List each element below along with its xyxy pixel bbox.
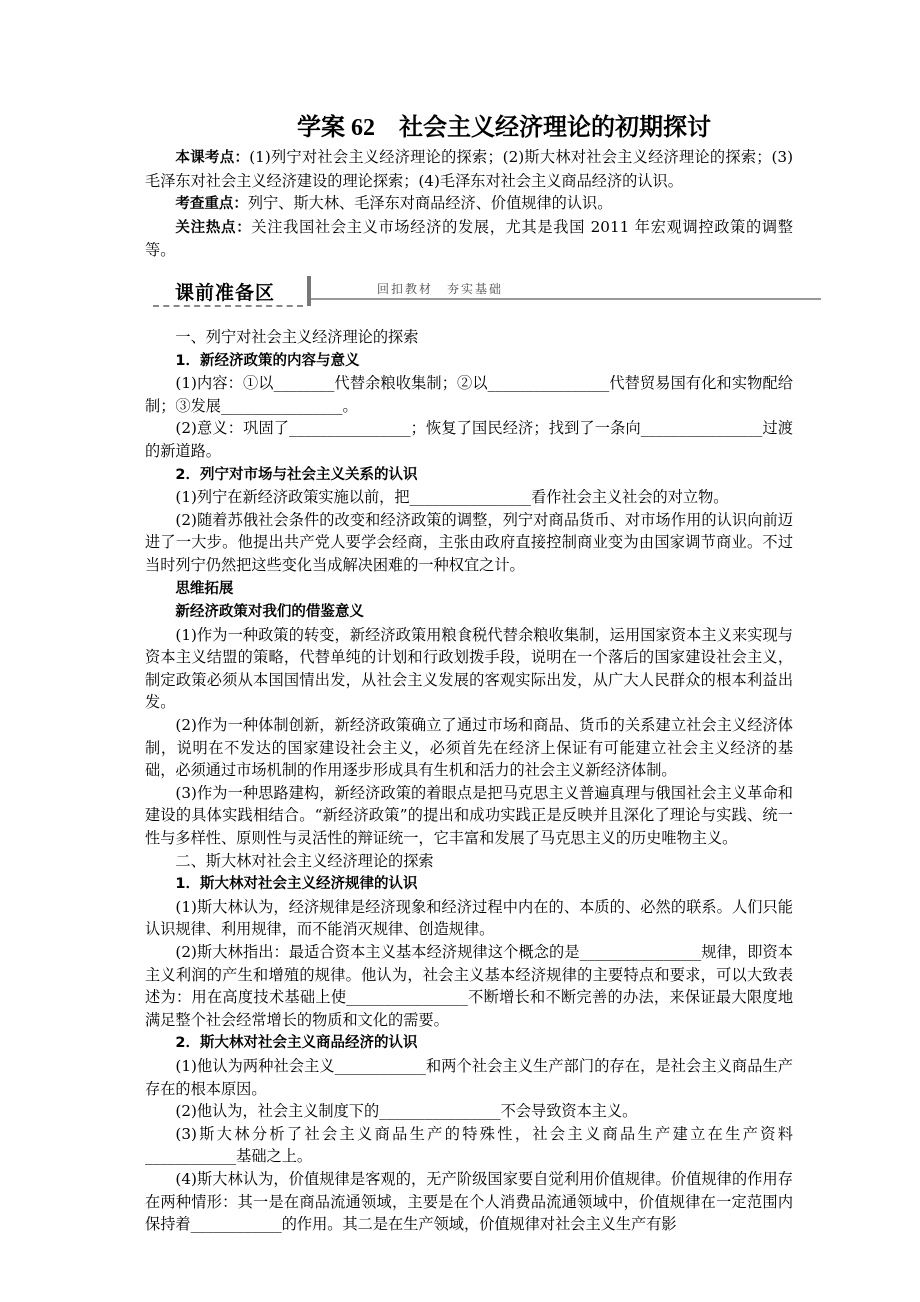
section-tag: 课前准备区	[175, 281, 276, 304]
divider	[311, 298, 821, 300]
section-subtitle: 回扣教材 夯实基础	[377, 281, 504, 296]
paragraph: (2)作为一种体制创新，新经济政策确立了通过市场和商品、货币的关系建立社会主义经济体制，说明在不发达的国家建设社会主义，必须首先在经济上保证有可能建立社会主义经济的基础，必须通过市场机制的作用逐步形成具有生机和活力的社会主义新经济体制。	[145, 716, 793, 780]
subheading-text: 1．新经济政策的内容与意义	[175, 352, 360, 369]
dashed-underline	[153, 305, 303, 307]
paragraph: (1)斯大林认为，经济规律是经济现象和经济过程中内在的、本质的、必然的联系。人们只能认识规律、利用规律，而不能消灭规律、创造规律。	[145, 897, 793, 939]
subheading-text: 1．斯大林对社会主义经济规律的认识	[175, 876, 418, 893]
intro-label: 考查重点：	[175, 196, 248, 213]
subheading	[145, 577, 793, 601]
paragraph: 二、斯大林对社会主义经济理论的探索	[175, 851, 434, 870]
paragraph: (2)意义：巩固了________________；恢复了国民经济；找到了一条向________________过渡的新道路。	[145, 419, 793, 460]
subheading	[145, 349, 793, 373]
paragraph: (2)斯大林指出：最适合资本主义基本经济规律这个概念的是________________规律，即资本主义利润的产生和增殖的规律。他认为，社会主义基本经济规律的主要特点和要求，可以大致表述为：用在高度技术基础上使________________不断增长和不断完善的办法，来保证最大限度地满足整个社会经常增长的物质和文化的需要。	[145, 943, 793, 1029]
paragraph: (3)斯大林分析了社会主义商品生产的特殊性，社会主义商品生产建立在生产资料____________基础之上。	[145, 1124, 793, 1166]
paragraph: (1)作为一种政策的转变，新经济政策用粮食税代替余粮收集制，运用国家资本主义来实现与资本主义结盟的策略，代替单纯的计划和行政划拨手段，说明在一个落后的国家建设社会主义，制定政策必须从本国国情出发，从社会主义发展的客观实际出发，从广大人民群众的根本利益出发。	[145, 625, 793, 712]
paragraph: 一、列宁对社会主义经济理论的探索	[175, 327, 419, 346]
subheading-text: 思维拓展	[175, 580, 234, 597]
page-title: 学案 62 社会主义经济理论的初期探讨	[297, 115, 711, 141]
subheading-text: 新经济政策对我们的借鉴意义	[175, 604, 364, 621]
intro-block	[145, 146, 793, 262]
paragraph: (2)随着苏俄社会条件的改变和经济政策的调整，列宁对商品货币、对市场作用的认识向前迈进了一大步。他提出共产党人要学会经商，主张由政府直接控制商业变为由国家调节商业。不过当时列宁仍然把这些变化当成解决困难的一种权宜之计。	[145, 510, 793, 574]
subheading	[145, 1031, 793, 1055]
intro-paragraph	[145, 146, 793, 192]
body-text	[145, 326, 793, 1236]
paragraph: (1)内容：①以________代替余粮收集制；②以________________代替贸易国有化和实物配给制；③发展________________。	[145, 374, 793, 415]
subheading	[145, 872, 793, 896]
subheading	[145, 600, 793, 624]
paragraph: (3)作为一种思路建构，新经济政策的着眼点是把马克思主义普遍真理与俄国社会主义革命和建设的具体实践相结合。“新经济政策”的提出和成功实践正是反映并且深化了理论与实践、统一性与多样性、原则性与灵活性的辩证统一，它丰富和发展了马克思主义的历史唯物主义。	[145, 783, 793, 848]
intro-text: 关注我国社会主义市场经济的发展，尤其是我国 2011 年宏观调控政策的调整等。	[145, 217, 793, 260]
paragraph: (2)他认为，社会主义制度下的________________不会导致资本主义。	[175, 1102, 638, 1121]
intro-label: 关注热点：	[175, 219, 252, 236]
intro-label: 本课考点：	[175, 150, 250, 166]
subheading	[145, 463, 793, 487]
divider	[307, 276, 311, 306]
paragraph: (1)他认为两种社会主义____________和两个社会主义生产部门的存在，是社会主义商品生产存在的根本原因。	[145, 1056, 793, 1098]
intro-paragraph	[145, 216, 793, 262]
intro-text: 列宁、斯大林、毛泽东对商品经济、价值规律的认识。	[247, 194, 613, 213]
document-page	[145, 112, 793, 1236]
paragraph: (4)斯大林认为，价值规律是客观的，无产阶级国家要自觉利用价值规律。价值规律的作用存在两种情形：其一是在商品流通领域，主要是在个人消费品流通领域中，价值规律在一定范围内保持着____________的作用。其二是在生产领域，价值规律对社会主义生产有影	[145, 1169, 793, 1234]
subheading-text: 2．列宁对市场与社会主义关系的认识	[175, 466, 418, 483]
paragraph: (1)列宁在新经济政策实施以前，把________________看作社会主义社会的对立物。	[175, 488, 729, 507]
intro-paragraph	[145, 192, 793, 216]
section-bar	[145, 272, 825, 312]
intro-text: (1)列宁对社会主义经济理论的探索；(2)斯大林对社会主义经济理论的探索；(3)毛泽东对社会主义经济建设的理论探索；(4)毛泽东对社会主义商品经济的认识。	[145, 148, 793, 190]
subheading-text: 2．斯大林对社会主义商品经济的认识	[175, 1035, 418, 1052]
